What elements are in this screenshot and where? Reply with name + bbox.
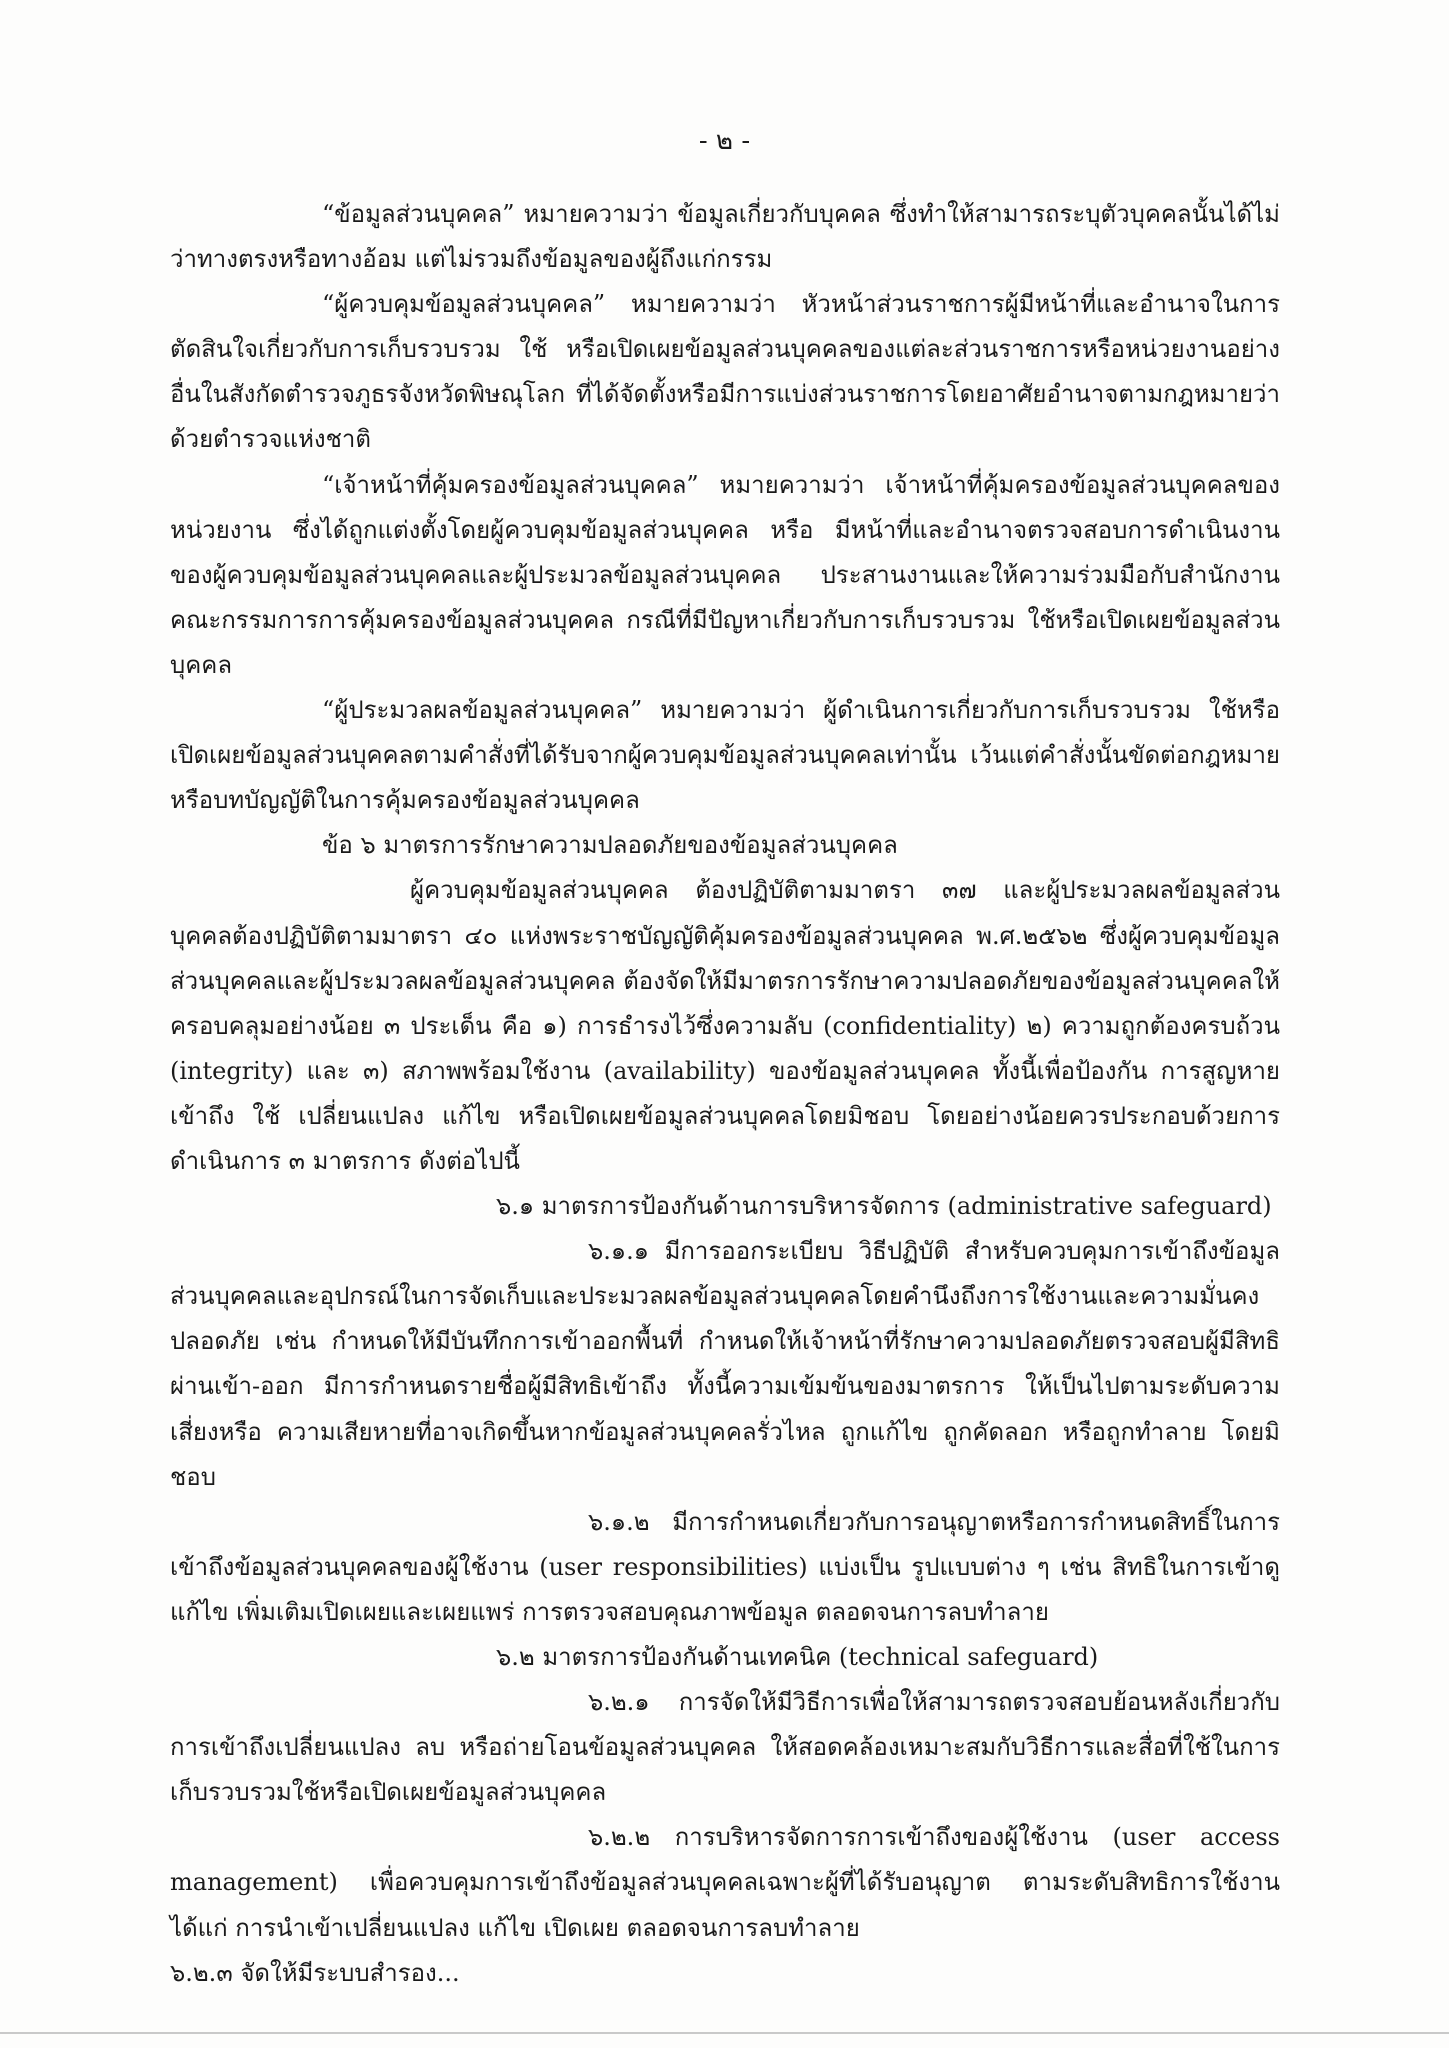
definition-data-controller: “ผู้ควบคุมข้อมูลส่วนบุคคล” หมายความว่า หัวหน้าส่วนราชการผู้มีหน้าที่และอำนาจในการตัดสินใจเกี่ยวกับการเก็บรวบรวม ใช้ หรือเปิดเผยข้อมูลส่วนบุคคลของแต่ละส่วนราชการหรือหน่วยงานอย่างอื่นในสังกัดตำรวจภูธรจังหวัดพิษณุโลก ที่ได้จัดตั้งหรือมีการแบ่งส่วนราชการโดยอาศัยอำนาจตามกฎหมายว่าด้วยตำรวจแห่งชาติ — [170, 290, 1280, 454]
item-6-2-2: ๖.๒.๒ การบริหารจัดการการเข้าถึงของผู้ใช้งาน (user access management) เพื่อควบคุมการเข้าถึงข้อมูลส่วนบุคคลเฉพาะผู้ที่ได้รับอนุญาต ตามระดับสิทธิการใช้งาน ได้แก่ การนำเข้าเปลี่ยนแปลง แก้ไข เปิดเผย ตลอดจนการลบทำลาย — [170, 1823, 1280, 1942]
item-6-1-1: ๖.๑.๑ มีการออกระเบียบ วิธีปฏิบัติ สำหรับควบคุมการเข้าถึงข้อมูลส่วนบุคคลและอุปกรณ์ในการจัดเก็บและประมวลผลข้อมูลส่วนบุคคลโดยคำนึงถึงการใช้งานและความมั่นคงปลอดภัย เช่น กำหนดให้มีบันทึกการเข้าออกพื้นที่ กำหนดให้เจ้าหน้าที่รักษาความปลอดภัยตรวจสอบผู้มีสิทธิผ่านเข้า-ออก มีการกำหนดรายชื่อผู้มีสิทธิเข้าถึง ทั้งนี้ความเข้มข้นของมาตรการ ให้เป็นไปตามระดับความเสี่ยงหรือ ความเสียหายที่อาจเกิดขึ้นหากข้อมูลส่วนบุคคลรั่วไหล ถูกแก้ไข ถูกคัดลอก หรือถูกทำลาย โดยมิชอบ — [170, 1237, 1280, 1491]
section-6-body: ผู้ควบคุมข้อมูลส่วนบุคคล ต้องปฏิบัติตามมาตรา ๓๗ และผู้ประมวลผลข้อมูลส่วนบุคคลต้องปฏิบัติตามมาตรา ๔๐ แห่งพระราชบัญญัติคุ้มครองข้อมูลส่วนบุคคล พ.ศ.๒๕๖๒ ซึ่งผู้ควบคุมข้อมูลส่วนบุคคลและผู้ประมวลผลข้อมูลส่วนบุคคล ต้องจัดให้มีมาตรการรักษาความปลอดภัยของข้อมูลส่วนบุคคลให้ครอบคลุมอย่างน้อย ๓ ประเด็น คือ ๑) การธำรงไว้ซึ่งความลับ (confidentiality) ๒) ความถูกต้องครบถ้วน (integrity) และ ๓) สภาพพร้อมใช้งาน (availability) ของข้อมูลส่วนบุคคล ทั้งนี้เพื่อป้องกัน การสูญหาย เข้าถึง ใช้ เปลี่ยนแปลง แก้ไข หรือเปิดเผยข้อมูลส่วนบุคคลโดยมิชอบ โดยอย่างน้อยควรประกอบด้วยการดำเนินการ ๓ มาตรการ ดังต่อไปนี้ — [170, 876, 1280, 1175]
continuation-text: ๖.๒.๓ จัดให้มีระบบสำรอง... — [170, 1958, 460, 1987]
document-body — [170, 192, 1280, 1996]
subsection-6-1-heading: ๖.๑ มาตรการป้องกันด้านการบริหารจัดการ (administrative safeguard) — [496, 1192, 1272, 1221]
scan-edge-divider — [0, 2032, 1449, 2034]
definition-data-processor: “ผู้ประมวลผลข้อมูลส่วนบุคคล” หมายความว่า ผู้ดำเนินการเกี่ยวกับการเก็บรวบรวม ใช้หรือเปิดเผยข้อมูลส่วนบุคคลตามคำสั่งที่ได้รับจากผู้ควบคุมข้อมูลส่วนบุคคลเท่านั้น เว้นแต่คำสั่งนั้นขัดต่อกฎหมายหรือบทบัญญัติในการคุ้มครองข้อมูลส่วนบุคคล — [170, 696, 1280, 815]
subsection-6-2-heading: ๖.๒ มาตรการป้องกันด้านเทคนิค (technical safeguard) — [496, 1643, 1099, 1671]
item-6-1-2: ๖.๑.๒ มีการกำหนดเกี่ยวกับการอนุญาตหรือการกำหนดสิทธิ์ในการเข้าถึงข้อมูลส่วนบุคคลของผู้ใช้งาน (user responsibilities) แบ่งเป็น รูปแบบต่าง ๆ เช่น สิทธิในการเข้าดู แก้ไข เพิ่มเติมเปิดเผยและเผยแพร่ การตรวจสอบคุณภาพข้อมูล ตลอดจนการลบทำลาย — [170, 1507, 1280, 1626]
item-6-2-1: ๖.๒.๑ การจัดให้มีวิธีการเพื่อให้สามารถตรวจสอบย้อนหลังเกี่ยวกับการเข้าถึงเปลี่ยนแปลง ลบ หรือถ่ายโอนข้อมูลส่วนบุคคล ให้สอดคล้องเหมาะสมกับวิธีการและสื่อที่ใช้ในการเก็บรวบรวมใช้หรือเปิดเผยข้อมูลส่วนบุคคล — [170, 1688, 1280, 1807]
section-6-heading: ข้อ ๖ มาตรการรักษาความปลอดภัยของข้อมูลส่วนบุคคล — [322, 831, 898, 860]
definition-personal-data: “ข้อมูลส่วนบุคคล” หมายความว่า ข้อมูลเกี่ยวกับบุคคล ซึ่งทำให้สามารถระบุตัวบุคคลนั้นได้ไม่ว่าทางตรงหรือทางอ้อม แต่ไม่รวมถึงข้อมูลของผู้ถึงแก่กรรม — [170, 200, 1280, 274]
definition-data-protection-officer: “เจ้าหน้าที่คุ้มครองข้อมูลส่วนบุคคล” หมายความว่า เจ้าหน้าที่คุ้มครองข้อมูลส่วนบุคคลของหน่วยงาน ซึ่งได้ถูกแต่งตั้งโดยผู้ควบคุมข้อมูลส่วนบุคคล หรือ มีหน้าที่และอำนาจตรวจสอบการดำเนินงานของผู้ควบคุมข้อมูลส่วนบุคคลและผู้ประมวลข้อมูลส่วนบุคคล ประสานงานและให้ความร่วมมือกับสำนักงานคณะกรรมการการคุ้มครองข้อมูลส่วนบุคคล กรณีที่มีปัญหาเกี่ยวกับการเก็บรวบรวม ใช้หรือเปิดเผยข้อมูลส่วนบุคคล — [170, 470, 1280, 679]
page-number: - ๒ - — [698, 126, 751, 156]
